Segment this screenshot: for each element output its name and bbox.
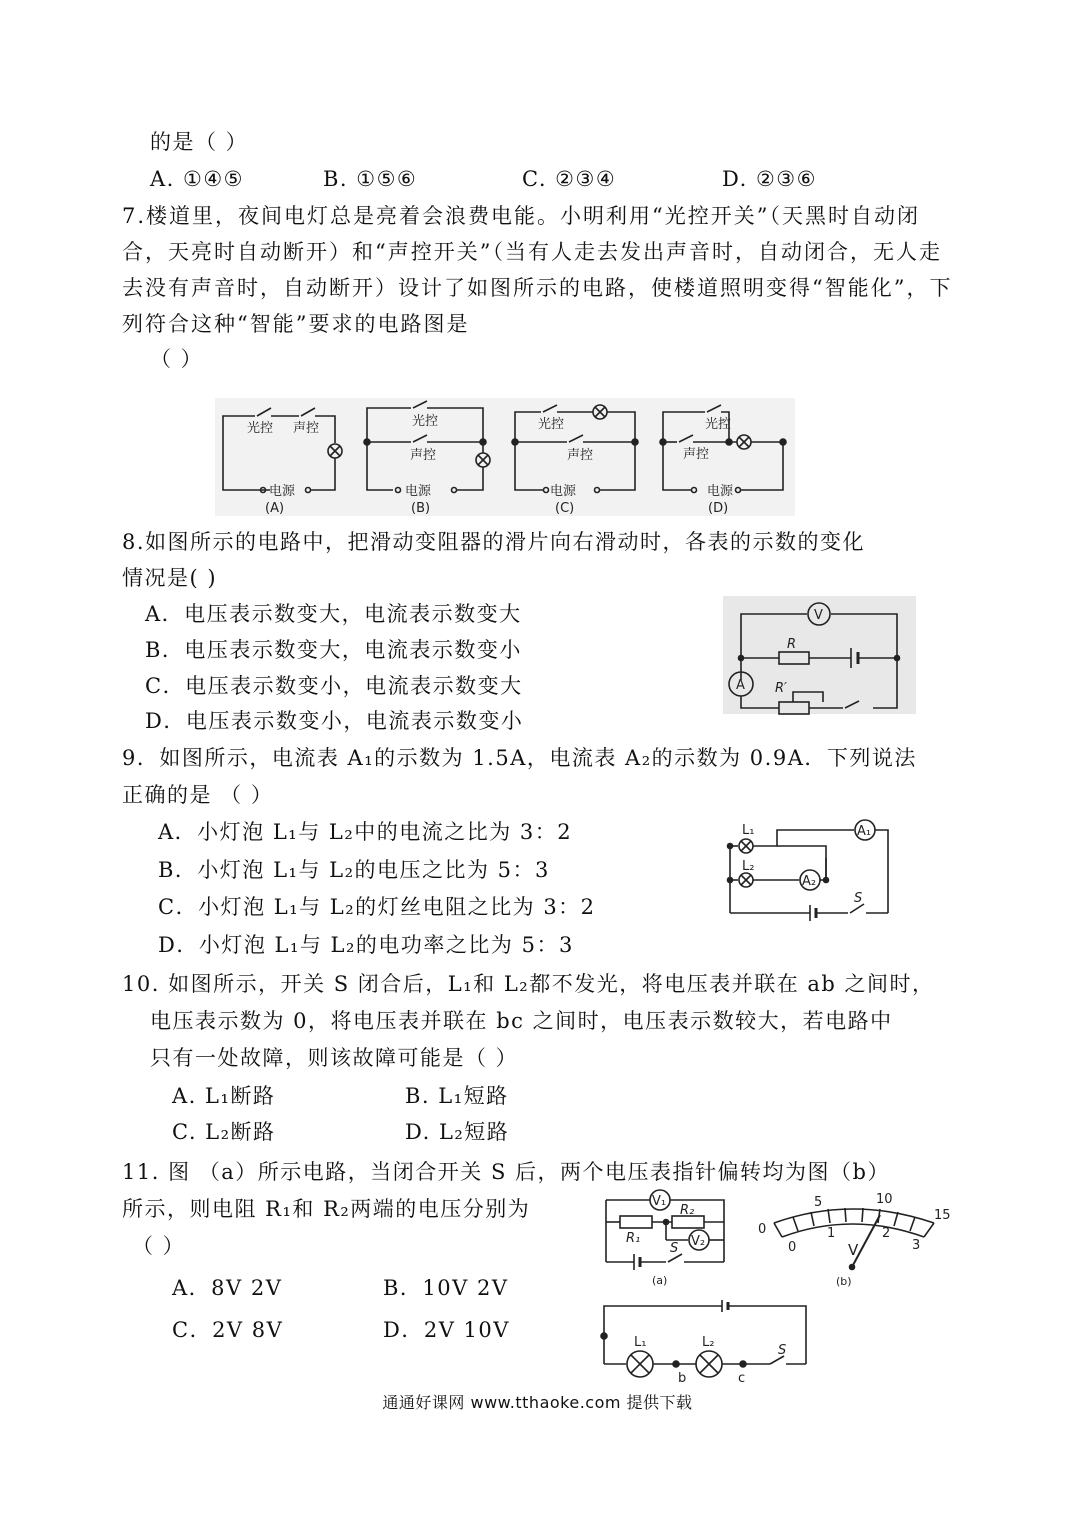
q10-circuit-figure (598, 1300, 813, 1390)
q8-option-c: C．电压表示数变小，电流表示数变大 (145, 674, 523, 698)
q7-circuit-diagrams (215, 398, 795, 523)
q9-a2-label: A₂ (802, 874, 817, 889)
circuit-a-power-label: 电源 (269, 484, 296, 499)
q6-tail: 的是（ ） (150, 130, 249, 154)
q8-resistor-label: R (787, 637, 797, 652)
q11-fig-b-label: (b) (836, 1275, 852, 1288)
q11-s-label: S (670, 1241, 679, 1256)
q8-voltmeter-label: V (814, 608, 823, 623)
q10-text-line2: 电压表示数为 0，将电压表并联在 bc 之间时，电压表示数较大，若电路中 (150, 1009, 893, 1033)
q6-option-a: A. ①④⑤ (150, 167, 244, 191)
meter-bottom-1: 1 (827, 1226, 836, 1241)
q11-circuit-figure-a (600, 1188, 735, 1288)
q9-text-line2: 正确的是 （ ） (122, 783, 274, 807)
meter-bottom-2: 2 (882, 1226, 891, 1241)
circuit-b-power-label: 电源 (405, 484, 432, 499)
q10-option-d: D. L₂短路 (405, 1120, 510, 1144)
q8-option-a: A．电压表示数变大，电流表示数变大 (145, 602, 522, 626)
page-footer: 通通好课网 www.tthaoke.com 提供下载 (382, 1393, 693, 1412)
q8-circuit-figure (723, 596, 916, 714)
q10-text-line1: 10. 如图所示，开关 S 闭合后，L₁和 L₂都不发光，将电压表并联在 ab 之间时， (122, 972, 935, 996)
q8-option-d: D．电压表示数变小，电流表示数变小 (145, 709, 524, 733)
q10-l2-label: L₂ (702, 1335, 715, 1350)
meter-bottom-3: 3 (912, 1238, 921, 1253)
q10-option-c: C. L₂断路 (172, 1120, 276, 1144)
q7-paren: （ ） (150, 347, 204, 371)
meter-top-10: 10 (876, 1192, 893, 1207)
q8-ammeter-label: A (736, 678, 745, 693)
q11-v1-label: V₁ (652, 1194, 667, 1209)
circuit-b-sound-label: 声控 (410, 448, 437, 463)
circuit-a-sound-label: 声控 (293, 421, 320, 436)
q9-text-line1: 9．如图所示，电流表 A₁的示数为 1.5A，电流表 A₂的示数为 0.9A．下列说法 (122, 746, 917, 770)
q6-option-b: B. ①⑤⑥ (323, 167, 418, 191)
q9-a1-label: A₁ (857, 824, 872, 839)
meter-top-15: 15 (934, 1208, 951, 1223)
q9-l2-label: L₂ (742, 859, 755, 874)
circuit-b-light-label: 光控 (412, 414, 439, 429)
q8-option-b: B．电压表示数变大，电流表示数变小 (145, 638, 522, 662)
q11-v2-label: V₂ (691, 1234, 706, 1249)
q11-fig-a-label: (a) (652, 1274, 668, 1287)
diagram-label-c: (C) (555, 501, 575, 516)
q11-r1-label: R₁ (626, 1231, 641, 1246)
circuit-d-power-label: 电源 (707, 484, 734, 499)
q9-circuit-figure (722, 818, 892, 918)
q8-text-line1: 8.如图所示的电路中，把滑动变阻器的滑片向右滑动时，各表的示数的变化 (122, 530, 866, 554)
circuit-c-light-label: 光控 (538, 417, 565, 432)
q10-c-label: c (738, 1371, 746, 1386)
q11-option-d: D．2V 10V (383, 1318, 510, 1342)
diagram-label-b: (B) (411, 501, 431, 516)
q10-option-b: B. L₁短路 (405, 1084, 509, 1108)
diagram-label-a: (A) (265, 501, 285, 516)
q11-option-c: C．2V 8V (172, 1318, 284, 1342)
q11-text-line2: 所示，则电阻 R₁和 R₂两端的电压分别为 (122, 1197, 531, 1221)
q11-option-a: A．8V 2V (172, 1276, 283, 1300)
q8-rheostat-label: R′ (775, 681, 787, 696)
meter-top-5: 5 (814, 1195, 823, 1210)
meter-bottom-0: 0 (788, 1240, 797, 1255)
q10-b-label: b (678, 1371, 687, 1386)
q9-option-d: D．小灯泡 L₁与 L₂的电功率之比为 5：3 (158, 933, 574, 957)
q11-meter-figure-b (752, 1193, 952, 1288)
q10-s-label: S (778, 1343, 787, 1358)
circuit-c-power-label: 电源 (550, 484, 577, 499)
circuit-c-sound-label: 声控 (567, 448, 594, 463)
circuit-d-light-label: 光控 (705, 417, 732, 432)
circuit-d-sound-label: 声控 (683, 447, 710, 462)
circuit-a-light-label: 光控 (247, 421, 274, 436)
q10-option-a: A. L₁断路 (172, 1084, 276, 1108)
q6-option-d: D. ②③⑥ (722, 167, 817, 191)
q8-text-line2: 情况是( ) (122, 566, 218, 590)
q11-r2-label: R₂ (680, 1203, 695, 1218)
q9-option-a: A．小灯泡 L₁与 L₂中的电流之比为 3：2 (158, 820, 573, 844)
q9-option-c: C．小灯泡 L₁与 L₂的灯丝电阻之比为 3：2 (158, 895, 596, 919)
q10-l1-label: L₁ (634, 1335, 647, 1350)
q6-option-c: C. ②③④ (522, 167, 617, 191)
q11-paren: （ ） (132, 1234, 186, 1258)
q11-option-b: B．10V 2V (383, 1276, 509, 1300)
q7-text: 7.楼道里，夜间电灯总是亮着会浪费电能。小明利用“光控开关”（天黑时自动闭合，天亮时自动断开）和“声控开关”（当有人走去发出声音时，自动闭合，无人走去没有声音时，自动断开）设计了如图所示的电路，使楼道照明变得“智能化”，下列符合这种“智能”要求的电路图是 (122, 204, 953, 336)
q9-s-label: S (854, 891, 863, 906)
q11-text-line1: 11. 图 （a）所示电路，当闭合开关 S 后，两个电压表指针偏转均为图（b） (122, 1160, 890, 1184)
q9-l1-label: L₁ (742, 823, 755, 838)
meter-left-zero: 0 (758, 1222, 767, 1237)
diagram-label-d: (D) (708, 501, 729, 516)
q9-option-b: B．小灯泡 L₁与 L₂的电压之比为 5：3 (158, 858, 550, 882)
meter-v-label: V (848, 1241, 859, 1259)
q10-text-line3: 只有一处故障，则该故障可能是（ ） (150, 1046, 519, 1070)
